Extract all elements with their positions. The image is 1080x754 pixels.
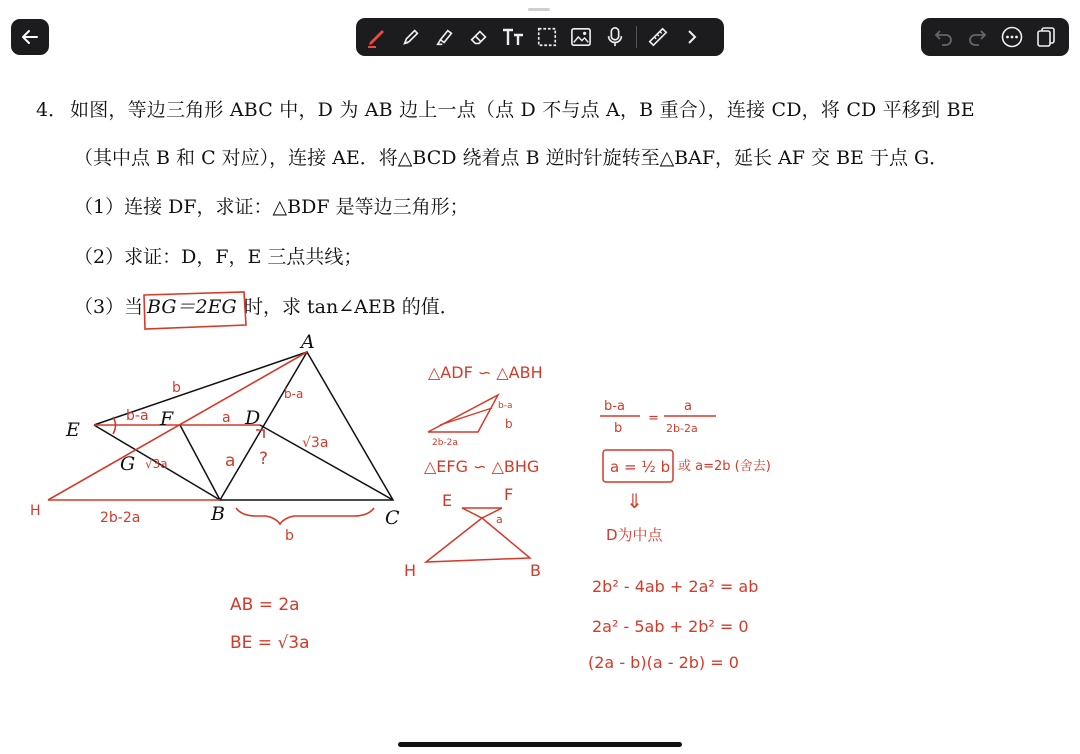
point-label-a: A: [301, 331, 315, 353]
expand-2: 2a² - 5ab + 2b² = 0: [592, 617, 749, 636]
question-3-condition: BG＝2EG: [147, 296, 237, 318]
problem-line-1: 如图，等边三角形 ABC 中，D 为 AB 边上一点（点 D 不与点 A，B 重合），连接 CD，将 CD 平移到 BE: [70, 99, 975, 121]
d-midpoint: D为中点: [606, 526, 663, 544]
ink-label-question: ?: [259, 449, 269, 469]
eq-equals: =: [648, 411, 659, 426]
implies-arrow: ⇓: [626, 489, 643, 513]
note-b: B: [530, 561, 541, 580]
note-similar-1: △ADF ∽ △ABH: [428, 363, 543, 382]
eq-num-right: a: [684, 399, 692, 414]
ink-label-bc: b: [285, 528, 294, 544]
point-label-b: B: [211, 503, 225, 525]
point-label-e: E: [66, 419, 80, 441]
problem-number: 4．: [36, 99, 68, 121]
expand-3: (2a - b)(a - 2b) = 0: [588, 653, 739, 672]
ink-label-b-top: b: [172, 380, 181, 396]
point-label-g: G: [120, 453, 136, 475]
solution: a = ½ b: [610, 458, 671, 476]
note-be: BE = √3a: [230, 633, 310, 653]
ink-label-a-mid: a: [225, 451, 236, 471]
condition-highlight-box: [144, 292, 246, 329]
eq-num-left: b-a: [604, 399, 625, 414]
note-f: F: [504, 485, 514, 504]
ink-label-a: a: [222, 410, 231, 426]
note-tri-label-3: 2b-2a: [432, 438, 458, 448]
problem-line-2: （其中点 B 和 C 对应），连接 AE．将△BCD 绕着点 B 逆时针旋转至△BAF，延长 AF 交 BE 于点 G．: [74, 147, 949, 169]
point-label-c: C: [385, 507, 400, 529]
note-a: a: [496, 513, 503, 526]
ink-label-ad: b-a: [284, 387, 304, 401]
question-1: （1）连接 DF，求证：△BDF 是等边三角形；: [74, 196, 469, 218]
geometry-figure: [94, 352, 393, 500]
note-triangle-1: [428, 395, 498, 432]
question-3-suffix: 时，求 tan∠AEB 的值．: [244, 296, 459, 318]
point-label-d: D: [245, 407, 261, 429]
eq-den-left: b: [614, 421, 623, 436]
note-similar-2: △EFG ∽ △BHG: [424, 457, 540, 476]
ink-label-hb: 2b-2a: [100, 510, 141, 526]
question-3-prefix: （3）当: [74, 296, 144, 318]
note-tri-label-1: b-a: [498, 401, 513, 411]
ink-label-h: H: [30, 503, 41, 519]
note-h: H: [404, 561, 417, 580]
point-label-f: F: [160, 408, 174, 430]
solution-alt: 或 a=2b (舍去): [678, 459, 771, 474]
note-tri-label-2: b: [505, 417, 513, 431]
eq-den-right: 2b-2a: [666, 422, 698, 435]
note-ab: AB = 2a: [230, 595, 300, 615]
note-triangle-3: [426, 518, 530, 562]
ink-label-sqrt3a-right: √3a: [302, 435, 329, 451]
question-2: （2）求证：D，F，E 三点共线；: [74, 246, 363, 268]
note-e: E: [442, 491, 453, 510]
home-indicator[interactable]: [398, 742, 682, 747]
ink-label-b-minus-a: b-a: [126, 408, 149, 424]
ink-label-sqrt3a-g: √3a: [145, 457, 168, 471]
expand-1: 2b² - 4ab + 2a² = ab: [592, 577, 759, 596]
